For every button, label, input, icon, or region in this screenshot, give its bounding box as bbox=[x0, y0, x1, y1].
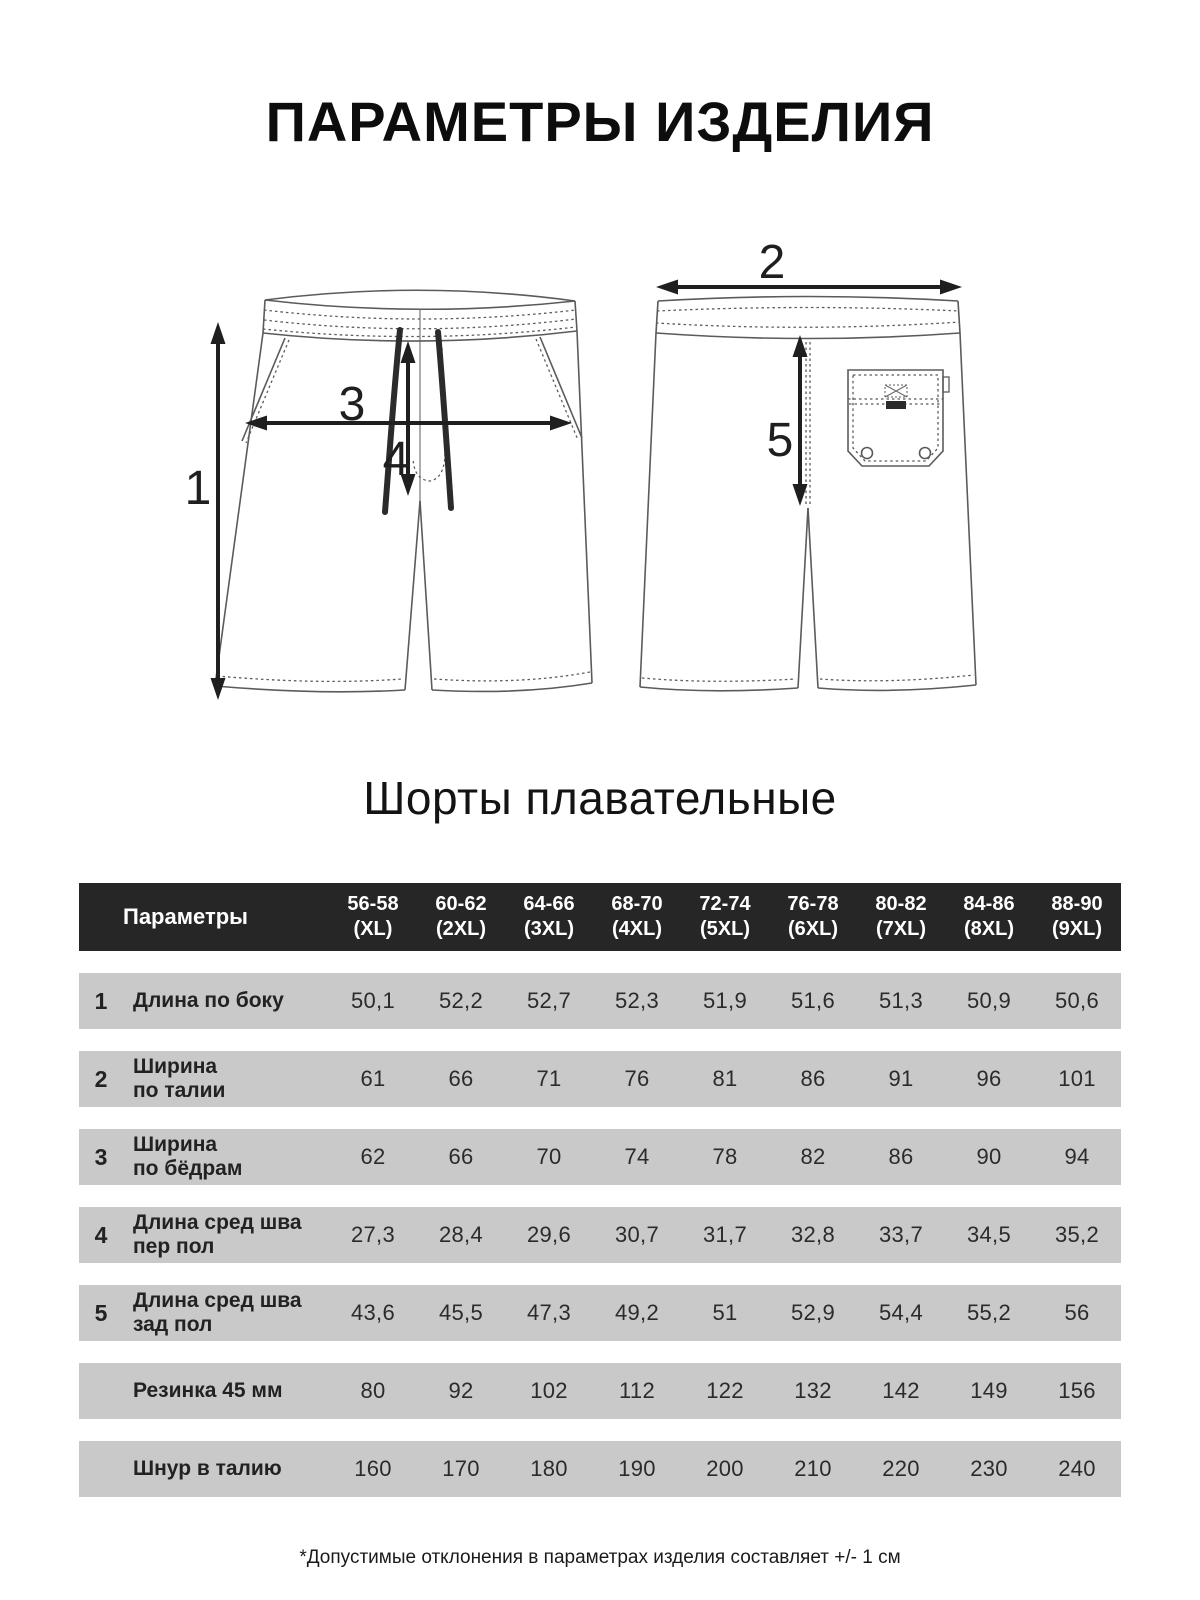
value-cell: 30,7 bbox=[593, 1207, 681, 1263]
table-row-elastic bbox=[79, 1363, 1121, 1419]
row-number-cell: 1 bbox=[79, 973, 123, 1029]
value-cell: 101 bbox=[1033, 1051, 1121, 1107]
measure-label-3: 3 bbox=[338, 378, 366, 431]
value-cell: 35,2 bbox=[1033, 1207, 1121, 1263]
col-header-size-7xl: 80-82 (7XL) bbox=[857, 883, 945, 951]
value-cell: 62 bbox=[329, 1129, 417, 1185]
value-cell: 49,2 bbox=[593, 1285, 681, 1341]
row-number-cell: 3 bbox=[79, 1129, 123, 1185]
back-center-seam bbox=[806, 342, 810, 506]
param-label-cell: Ширина по бёдрам bbox=[123, 1129, 329, 1185]
value-cell: 50,9 bbox=[945, 973, 1033, 1029]
value-cell: 86 bbox=[857, 1129, 945, 1185]
value-cell: 55,2 bbox=[945, 1285, 1033, 1341]
pocket-loop-bar bbox=[886, 401, 906, 409]
value-cell: 27,3 bbox=[329, 1207, 417, 1263]
value-cell: 180 bbox=[505, 1441, 593, 1497]
value-cell: 240 bbox=[1033, 1441, 1121, 1497]
value-cell: 230 bbox=[945, 1441, 1033, 1497]
measure-label-5: 5 bbox=[766, 414, 794, 467]
param-label-cell: Длина сред шва пер пол bbox=[123, 1207, 329, 1263]
value-cell: 52,9 bbox=[769, 1285, 857, 1341]
value-cell: 91 bbox=[857, 1051, 945, 1107]
measure-label-2: 2 bbox=[758, 238, 786, 289]
back-view bbox=[640, 238, 976, 691]
value-cell: 80 bbox=[329, 1363, 417, 1419]
value-cell: 190 bbox=[593, 1441, 681, 1497]
value-cell: 47,3 bbox=[505, 1285, 593, 1341]
row-number-cell: 5 bbox=[79, 1285, 123, 1341]
pocket-label-patch bbox=[885, 385, 907, 397]
value-cell: 86 bbox=[769, 1051, 857, 1107]
value-cell: 52,7 bbox=[505, 973, 593, 1029]
value-cell: 156 bbox=[1033, 1363, 1121, 1419]
value-cell: 94 bbox=[1033, 1129, 1121, 1185]
col-header-size-3xl: 64-66 (3XL) bbox=[505, 883, 593, 951]
pocket-eyelet-left bbox=[862, 448, 873, 459]
back-pocket bbox=[848, 370, 949, 466]
value-cell: 76 bbox=[593, 1051, 681, 1107]
value-cell: 50,6 bbox=[1033, 973, 1121, 1029]
value-cell: 61 bbox=[329, 1051, 417, 1107]
value-cell: 43,6 bbox=[329, 1285, 417, 1341]
value-cell: 112 bbox=[593, 1363, 681, 1419]
value-cell: 210 bbox=[769, 1441, 857, 1497]
value-cell: 220 bbox=[857, 1441, 945, 1497]
value-cell: 28,4 bbox=[417, 1207, 505, 1263]
value-cell: 71 bbox=[505, 1051, 593, 1107]
col-header-size-2xl: 60-62 (2XL) bbox=[417, 883, 505, 951]
value-cell: 66 bbox=[417, 1051, 505, 1107]
table-row-drawcord bbox=[79, 1441, 1121, 1497]
value-cell: 160 bbox=[329, 1441, 417, 1497]
table-row-side-length bbox=[79, 973, 1121, 1029]
table-row-back-rise bbox=[79, 1285, 1121, 1341]
page-title: ПАРАМЕТРЫ ИЗДЕЛИЯ bbox=[265, 90, 935, 153]
row-number-cell: 4 bbox=[79, 1207, 123, 1263]
value-cell: 96 bbox=[945, 1051, 1033, 1107]
value-cell: 45,5 bbox=[417, 1285, 505, 1341]
arrow-back-rise bbox=[793, 335, 808, 506]
value-cell: 132 bbox=[769, 1363, 857, 1419]
col-header-size-xl: 56-58 (XL) bbox=[329, 883, 417, 951]
value-cell: 32,8 bbox=[769, 1207, 857, 1263]
value-cell: 102 bbox=[505, 1363, 593, 1419]
value-cell: 142 bbox=[857, 1363, 945, 1419]
pocket-side-tab bbox=[943, 377, 949, 392]
product-name: Шорты плавательные bbox=[363, 772, 837, 824]
diagram-canvas bbox=[80, 238, 1120, 713]
value-cell: 52,2 bbox=[417, 973, 505, 1029]
col-header-parameters: Параметры bbox=[123, 883, 329, 951]
value-cell: 52,3 bbox=[593, 973, 681, 1029]
value-cell: 50,1 bbox=[329, 973, 417, 1029]
back-body bbox=[640, 333, 976, 691]
value-cell: 122 bbox=[681, 1363, 769, 1419]
value-cell: 29,6 bbox=[505, 1207, 593, 1263]
value-cell: 81 bbox=[681, 1051, 769, 1107]
value-cell: 51 bbox=[681, 1285, 769, 1341]
value-cell: 51,9 bbox=[681, 973, 769, 1029]
value-cell: 51,3 bbox=[857, 973, 945, 1029]
row-number-cell: 2 bbox=[79, 1051, 123, 1107]
front-hem-stitching bbox=[217, 672, 590, 681]
value-cell: 31,7 bbox=[681, 1207, 769, 1263]
product-diagram bbox=[80, 238, 1120, 718]
param-label-cell: Шнур в талию bbox=[123, 1441, 329, 1497]
front-body bbox=[215, 309, 592, 692]
value-cell: 90 bbox=[945, 1129, 1033, 1185]
back-hem-stitching bbox=[642, 675, 974, 681]
col-header-row-number bbox=[79, 883, 123, 951]
measure-label-4: 4 bbox=[382, 433, 410, 486]
param-label-cell: Длина сред шва зад пол bbox=[123, 1285, 329, 1341]
value-cell: 54,4 bbox=[857, 1285, 945, 1341]
front-view bbox=[185, 290, 592, 700]
table-header-row bbox=[79, 883, 1121, 951]
value-cell: 56 bbox=[1033, 1285, 1121, 1341]
back-waistband bbox=[656, 297, 960, 339]
value-cell: 92 bbox=[417, 1363, 505, 1419]
row-number-cell bbox=[79, 1441, 123, 1497]
value-cell: 34,5 bbox=[945, 1207, 1033, 1263]
arrow-side-length bbox=[211, 322, 226, 700]
tolerance-note: *Допустимые отклонения в параметрах изделия составляет +/- 1 см bbox=[299, 1547, 901, 1568]
value-cell: 51,6 bbox=[769, 973, 857, 1029]
col-header-size-9xl: 88-90 (9XL) bbox=[1033, 883, 1121, 951]
col-header-size-4xl: 68-70 (4XL) bbox=[593, 883, 681, 951]
value-cell: 170 bbox=[417, 1441, 505, 1497]
value-cell: 82 bbox=[769, 1129, 857, 1185]
table-row-hip-width bbox=[79, 1129, 1121, 1185]
row-number-cell bbox=[79, 1363, 123, 1419]
value-cell: 33,7 bbox=[857, 1207, 945, 1263]
size-table bbox=[79, 861, 1121, 1519]
value-cell: 78 bbox=[681, 1129, 769, 1185]
param-label-cell: Резинка 45 мм bbox=[123, 1363, 329, 1419]
col-header-size-5xl: 72-74 (5XL) bbox=[681, 883, 769, 951]
table-row-waist-width bbox=[79, 1051, 1121, 1107]
pocket-eyelet-right bbox=[920, 448, 931, 459]
value-cell: 66 bbox=[417, 1129, 505, 1185]
col-header-size-8xl: 84-86 (8XL) bbox=[945, 883, 1033, 951]
param-label-cell: Длина по боку bbox=[123, 973, 329, 1029]
value-cell: 70 bbox=[505, 1129, 593, 1185]
value-cell: 200 bbox=[681, 1441, 769, 1497]
arrow-waist-width bbox=[656, 280, 962, 295]
param-label-cell: Ширина по талии bbox=[123, 1051, 329, 1107]
back-waistband-stitching bbox=[656, 308, 960, 328]
value-cell: 149 bbox=[945, 1363, 1033, 1419]
measure-label-1: 1 bbox=[184, 462, 212, 515]
value-cell: 74 bbox=[593, 1129, 681, 1185]
col-header-size-6xl: 76-78 (6XL) bbox=[769, 883, 857, 951]
table-row-front-rise bbox=[79, 1207, 1121, 1263]
